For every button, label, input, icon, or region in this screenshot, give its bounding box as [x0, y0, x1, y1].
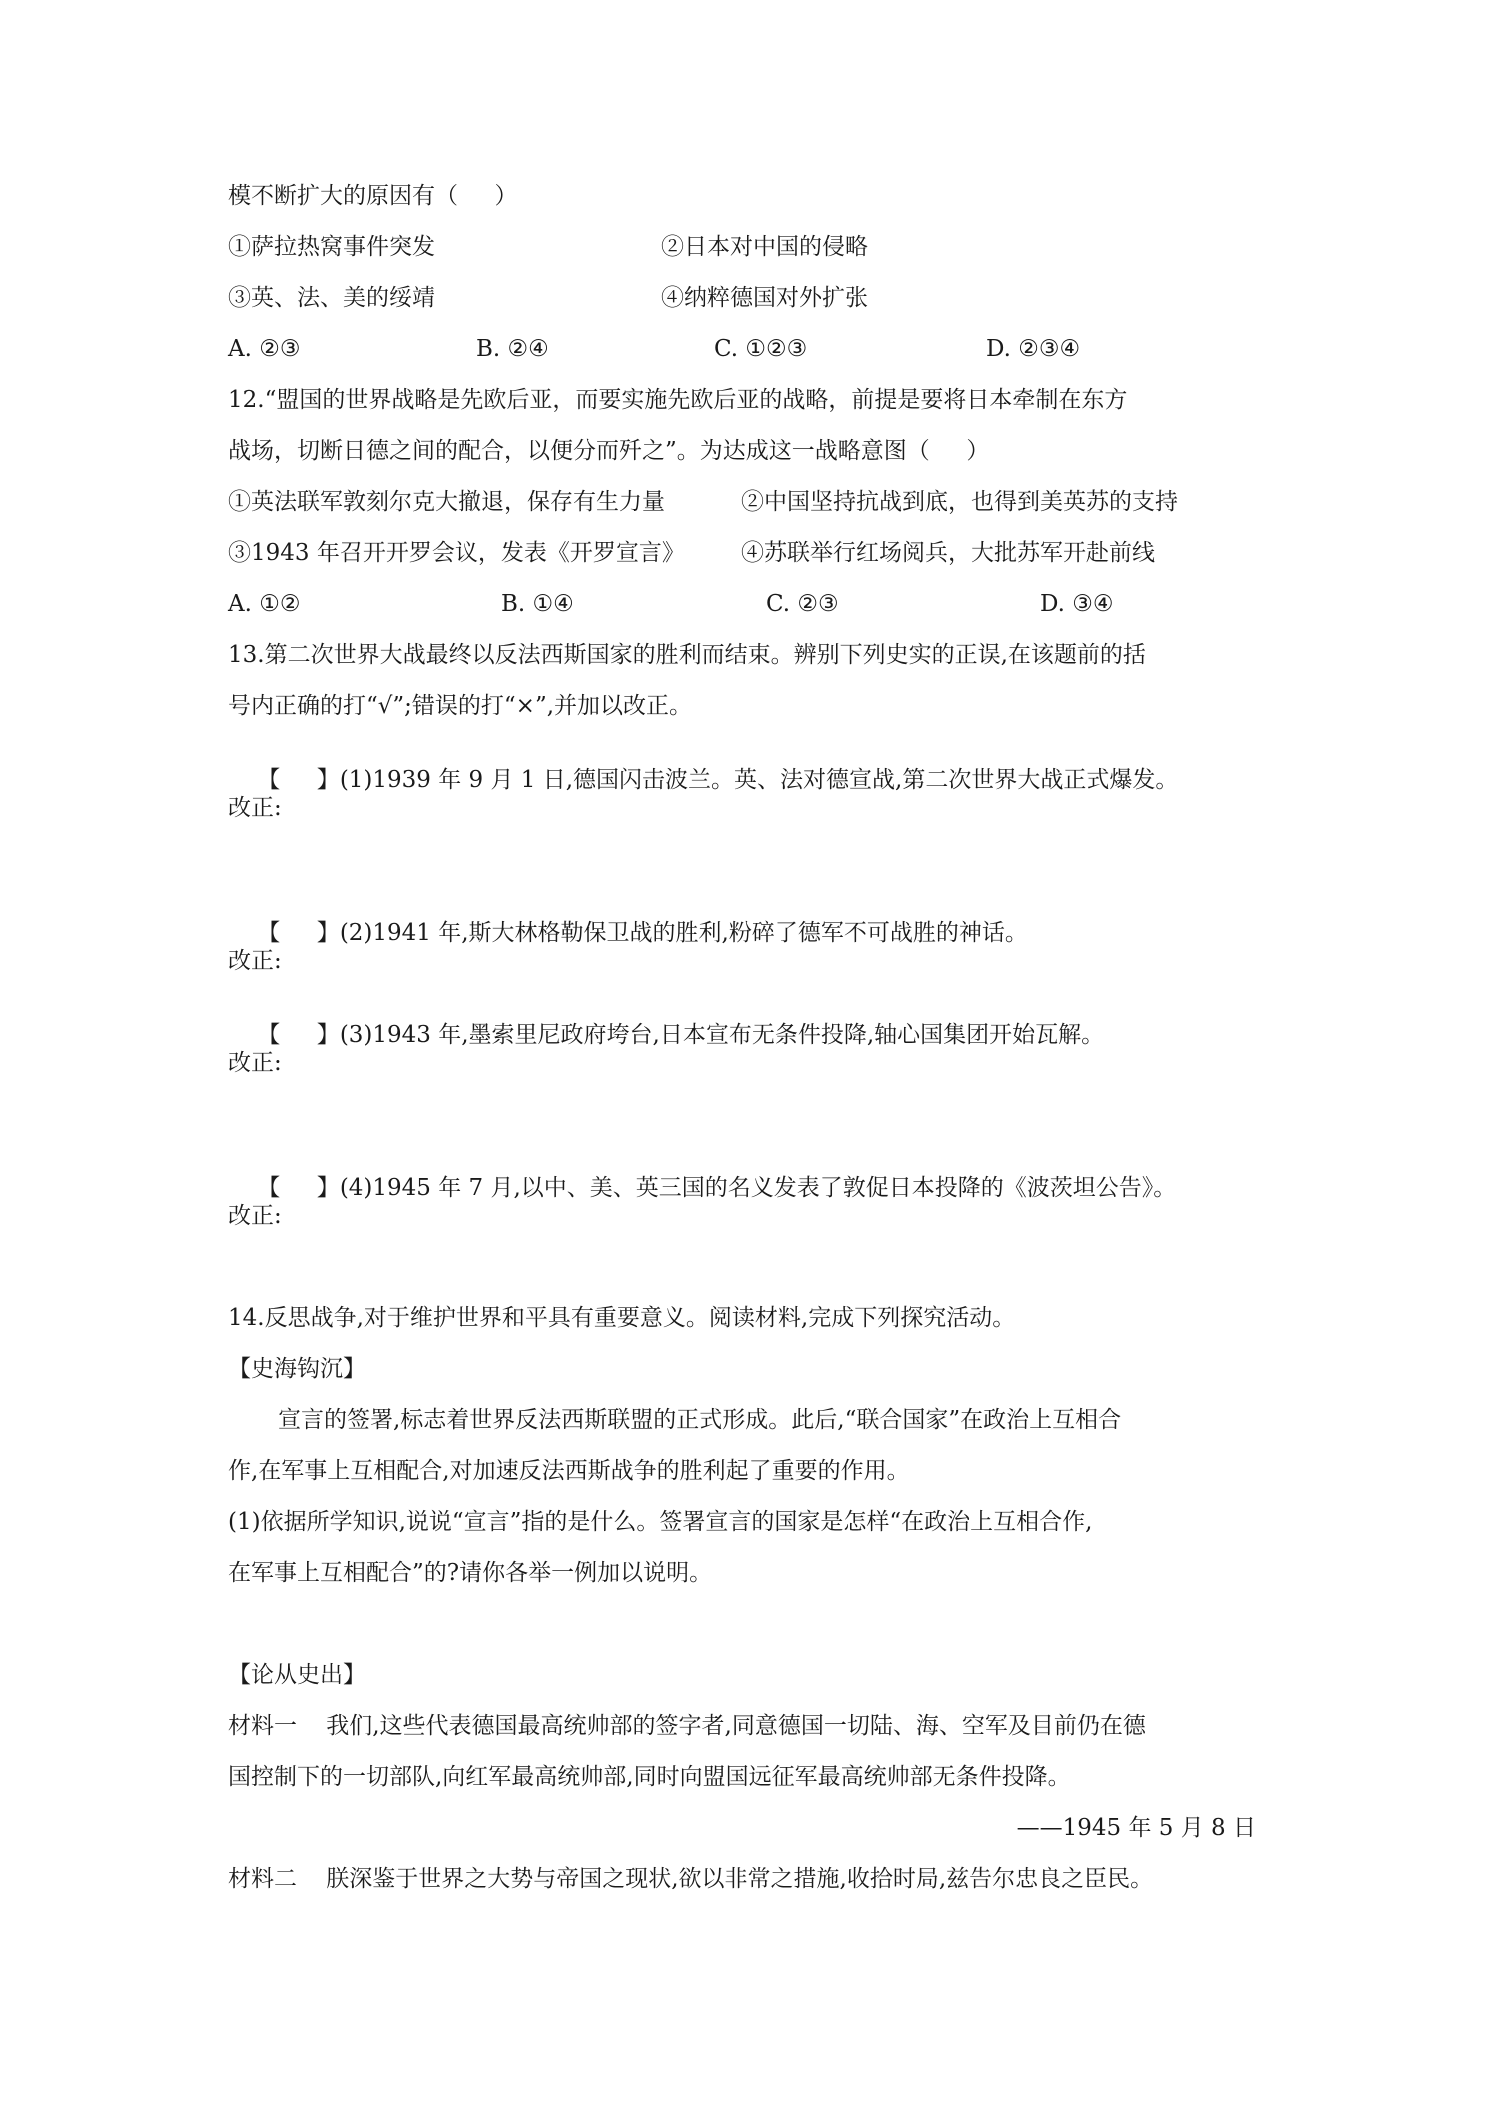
material-1-date: ——1945 年 5 月 8 日: [1016, 1815, 1256, 1841]
q12-option-d: D. ③④: [1040, 591, 1114, 617]
q13-correction-label-2: 改正:: [228, 948, 282, 974]
q13-statement-2: [228, 899, 1028, 968]
q11-option-b: B. ②④: [476, 336, 549, 362]
q11-option-c: C. ①②③: [714, 336, 808, 362]
q12-line-1: 12.“盟国的世界战略是先欧后亚，而要实施先欧后亚的战略，前提是要将日本牵制在东方: [228, 387, 1128, 413]
q13-correction-label-4: 改正:: [228, 1203, 282, 1229]
statement-text: (4)1945 年 7 月,以中、美、英三国的名义发表了敦促日本投降的《波茨坦公告》。: [339, 1175, 1177, 1201]
q12-line-2: 战场，切断日德之间的配合，以便分而歼之”。为达成这一战略意图（ ）: [228, 438, 990, 464]
q12-item-4: ④苏联举行红场阅兵，大批苏军开赴前线: [741, 540, 1155, 566]
material-2-line-1: 材料二 朕深鉴于世界之大势与帝国之现状,欲以非常之措施,收拾时局,兹告尔忠良之臣民。: [228, 1866, 1154, 1892]
q13-statement-1: [228, 746, 1178, 815]
q14-para-1-line-2: 作,在军事上互相配合,对加速反法西斯战争的胜利起了重要的作用。: [228, 1458, 910, 1484]
q11-item-1: ①萨拉热窝事件突发: [228, 234, 435, 260]
material-1-line-1: 材料一 我们,这些代表德国最高统帅部的签字者,同意德国一切陆、海、空军及目前仍在德: [228, 1713, 1146, 1739]
answer-bracket[interactable]: 【 】: [257, 920, 340, 946]
q12-item-2: ②中国坚持抗战到底，也得到美英苏的支持: [741, 489, 1178, 515]
statement-text: (3)1943 年,墨索里尼政府垮台,日本宣布无条件投降,轴心国集团开始瓦解。: [339, 1022, 1105, 1048]
statement-text: (1)1939 年 9 月 1 日,德国闪击波兰。英、法对德宣战,第二次世界大战正式爆发。: [339, 767, 1179, 793]
q13-statement-4: [228, 1154, 1176, 1223]
q13-correction-label-3: 改正:: [228, 1050, 282, 1076]
q11-option-a: A. ②③: [228, 336, 301, 362]
q14-section-heading-1: 【史海钩沉】: [228, 1356, 366, 1382]
q14-para-1-line-1: 宣言的签署,标志着世界反法西斯联盟的正式形成。此后,“联合国家”在政治上互相合: [278, 1407, 1122, 1433]
q11-item-4: ④纳粹德国对外扩张: [661, 285, 868, 311]
q11-stem-end: 模不断扩大的原因有（ ）: [228, 183, 518, 209]
answer-bracket[interactable]: 【 】: [257, 1022, 340, 1048]
statement-text: (2)1941 年,斯大林格勒保卫战的胜利,粉碎了德军不可战胜的神话。: [339, 920, 1028, 946]
q12-option-c: C. ②③: [766, 591, 839, 617]
q14-intro: 14.反思战争,对于维护世界和平具有重要意义。阅读材料,完成下列探究活动。: [228, 1305, 1016, 1331]
material-1-line-2: 国控制下的一切部队,向红军最高统帅部,同时向盟国远征军最高统帅部无条件投降。: [228, 1764, 1071, 1790]
q14-subquestion-1-line-1: (1)依据所学知识,说说“宣言”指的是什么。签署宣言的国家是怎样“在政治上互相合作,: [228, 1509, 1093, 1535]
q11-item-3: ③英、法、美的绥靖: [228, 285, 435, 311]
q12-option-a: A. ①②: [228, 591, 301, 617]
q13-statement-3: [228, 1001, 1104, 1070]
q14-subquestion-1-line-2: 在军事上互相配合”的?请你各举一例加以说明。: [228, 1560, 713, 1586]
q14-section-heading-2: 【论从史出】: [228, 1662, 366, 1688]
q13-correction-label-1: 改正:: [228, 795, 282, 821]
answer-bracket[interactable]: 【 】: [257, 1175, 340, 1201]
q12-option-b: B. ①④: [501, 591, 574, 617]
q11-item-2: ②日本对中国的侵略: [661, 234, 868, 260]
q13-line-2: 号内正确的打“√”;错误的打“×”,并加以改正。: [228, 693, 693, 719]
q13-line-1: 13.第二次世界大战最终以反法西斯国家的胜利而结束。辨别下列史实的正误,在该题前的括: [228, 642, 1146, 668]
answer-bracket[interactable]: 【 】: [257, 767, 340, 793]
q12-item-1: ①英法联军敦刻尔克大撤退，保存有生力量: [228, 489, 665, 515]
q11-option-d: D. ②③④: [986, 336, 1081, 362]
q12-item-3: ③1943 年召开开罗会议，发表《开罗宣言》: [228, 540, 685, 566]
